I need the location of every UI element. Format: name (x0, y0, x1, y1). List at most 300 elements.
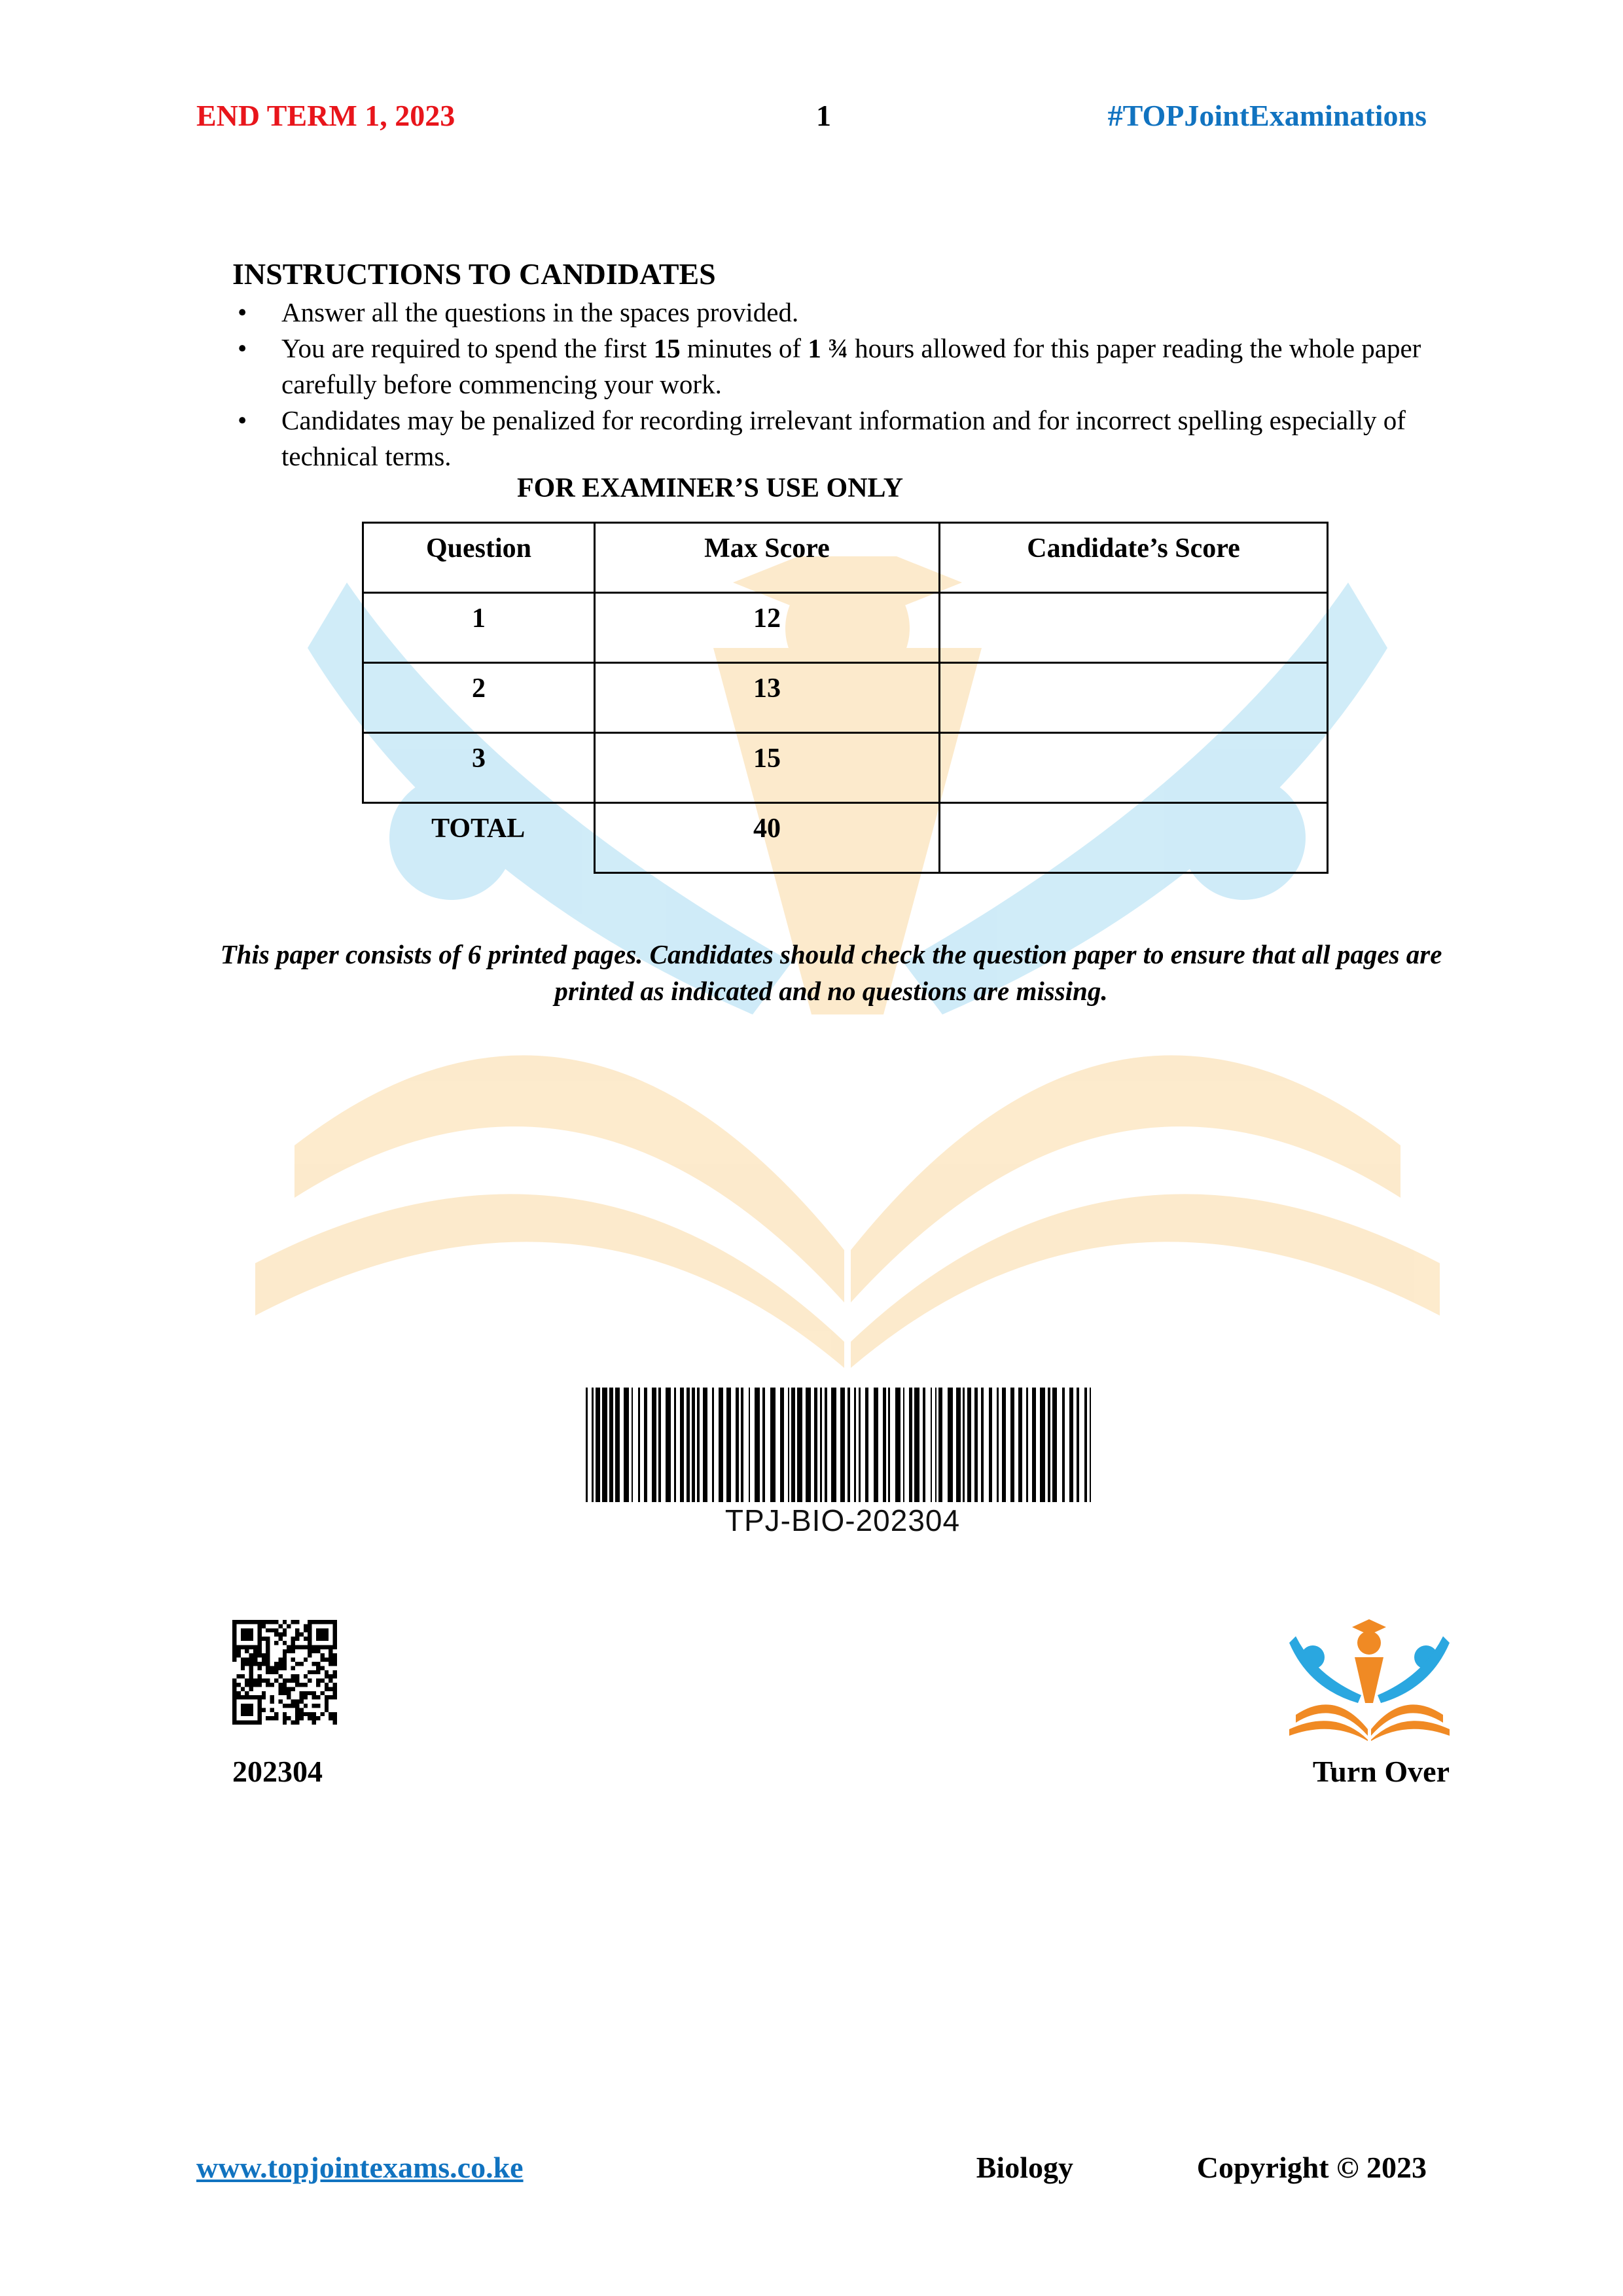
qr-module (329, 1712, 332, 1716)
list-item (232, 295, 1443, 331)
qr-module (333, 1716, 337, 1720)
barcode-bar (909, 1388, 912, 1502)
barcode-bar (755, 1388, 760, 1502)
qr-module (232, 1679, 236, 1683)
qr-module (241, 1712, 245, 1716)
barcode-bar (596, 1388, 600, 1502)
header-candidate-score: Candidate’s Score (940, 523, 1328, 593)
qr-module (320, 1637, 324, 1641)
qr-module (299, 1691, 303, 1695)
qr-module (232, 1704, 236, 1708)
barcode-bar (914, 1388, 919, 1502)
candidate-score-cell[interactable] (940, 663, 1328, 733)
page-header (196, 98, 1427, 137)
instructions-list (232, 295, 1443, 475)
qr-module (291, 1649, 295, 1653)
max-score: 12 (595, 593, 940, 663)
instruction-text-mid: minutes of (680, 333, 808, 363)
barcode-bar (840, 1388, 845, 1502)
qr-module (236, 1674, 240, 1678)
qr-module (295, 1620, 299, 1624)
qr-module (278, 1632, 282, 1636)
qr-module (249, 1674, 253, 1678)
qr-module (304, 1683, 308, 1687)
qr-module (329, 1674, 332, 1678)
qr-module (320, 1632, 324, 1636)
qr-module (320, 1712, 324, 1716)
qr-module (249, 1721, 253, 1725)
barcode-bar (791, 1388, 795, 1502)
qr-module (291, 1721, 295, 1725)
barcode-bar (1002, 1388, 1006, 1502)
qr-module (325, 1700, 329, 1704)
score-table (362, 522, 1329, 874)
qr-module (278, 1658, 282, 1662)
qr-module (262, 1679, 266, 1683)
qr-module (232, 1649, 236, 1653)
qr-module (308, 1637, 312, 1641)
qr-module (329, 1716, 332, 1720)
barcode-bar (609, 1388, 613, 1502)
qr-module (249, 1683, 253, 1687)
barcode-bar (956, 1388, 961, 1502)
table-row (363, 733, 1328, 803)
qr-module (325, 1670, 329, 1674)
qr-module (278, 1683, 282, 1687)
bullet-icon: • (238, 405, 247, 435)
qr-module (266, 1645, 270, 1649)
qr-module (266, 1641, 270, 1645)
barcode-bar (674, 1388, 676, 1502)
qr-module (308, 1670, 312, 1674)
candidate-score-cell[interactable] (940, 593, 1328, 663)
qr-module (257, 1700, 261, 1704)
qr-module (316, 1662, 320, 1666)
page-number: 1 (816, 99, 831, 132)
barcode-bar (1084, 1388, 1087, 1502)
qr-module (291, 1658, 295, 1662)
qr-module (308, 1653, 312, 1657)
qr-module (283, 1716, 287, 1720)
qr-code-icon (232, 1620, 337, 1725)
qr-module (266, 1658, 270, 1662)
qr-module (253, 1620, 257, 1624)
barcode-bar (1052, 1388, 1057, 1502)
qr-module (325, 1704, 329, 1708)
qr-module (325, 1628, 329, 1632)
qr-module (241, 1708, 245, 1712)
qr-module (287, 1691, 291, 1695)
qr-module (333, 1628, 337, 1632)
qr-module (241, 1695, 245, 1699)
qr-module (249, 1712, 253, 1716)
question-number: 3 (363, 733, 595, 803)
qr-module (291, 1679, 295, 1683)
qr-module (295, 1662, 299, 1666)
barcode-bar (652, 1388, 656, 1502)
qr-module (333, 1624, 337, 1628)
qr-module (249, 1695, 253, 1699)
instructions-title: INSTRUCTIONS TO CANDIDATES (232, 257, 716, 291)
qr-module (329, 1649, 332, 1653)
turn-over-label: Turn Over (1312, 1755, 1450, 1788)
qr-module (257, 1624, 261, 1628)
instruction-text: Candidates may be penalized for recording irrelevant information and for incorrect spelling especially of technical terms. (281, 405, 1406, 471)
qr-module (295, 1674, 299, 1678)
qr-module (232, 1716, 236, 1720)
barcode-bar (874, 1388, 878, 1502)
qr-module (257, 1641, 261, 1645)
qr-module (278, 1662, 282, 1666)
qr-module (291, 1704, 295, 1708)
total-candidate-score[interactable] (940, 803, 1328, 873)
qr-module (249, 1632, 253, 1636)
qr-module (320, 1666, 324, 1670)
barcode-bar (624, 1388, 629, 1502)
qr-module (295, 1721, 299, 1725)
qr-module (316, 1704, 320, 1708)
qr-module (283, 1683, 287, 1687)
qr-module (236, 1683, 240, 1687)
qr-module (295, 1708, 299, 1712)
qr-module (241, 1637, 245, 1641)
qr-module (262, 1695, 266, 1699)
qr-module (329, 1687, 332, 1691)
qr-module (257, 1645, 261, 1649)
qr-module (333, 1632, 337, 1636)
qr-module (304, 1674, 308, 1678)
qr-module (299, 1695, 303, 1699)
qr-module (333, 1712, 337, 1716)
qr-module (333, 1658, 337, 1662)
qr-module (245, 1662, 249, 1666)
candidate-score-cell[interactable] (940, 733, 1328, 803)
qr-module (312, 1670, 316, 1674)
qr-module (266, 1683, 270, 1687)
qr-module (329, 1658, 332, 1662)
qr-module (249, 1658, 253, 1662)
qr-module (278, 1674, 282, 1678)
qr-module (270, 1700, 274, 1704)
qr-module (287, 1716, 291, 1720)
qr-module (262, 1624, 266, 1628)
barcode-bar (948, 1388, 953, 1502)
qr-module (283, 1691, 287, 1695)
qr-module (299, 1683, 303, 1687)
qr-module (249, 1653, 253, 1657)
total-row (363, 803, 1328, 873)
qr-module (274, 1641, 278, 1645)
qr-module (295, 1628, 299, 1632)
qr-module (253, 1721, 257, 1725)
qr-module (295, 1679, 299, 1683)
qr-module (232, 1700, 236, 1704)
qr-module (236, 1620, 240, 1624)
qr-module (316, 1679, 320, 1683)
barcode-bar (697, 1388, 700, 1502)
barcode-bar (692, 1388, 695, 1502)
barcode-bar (981, 1388, 984, 1502)
qr-module (236, 1695, 240, 1699)
qr-module (262, 1662, 266, 1666)
exam-term-label: END TERM 1, 2023 (196, 99, 455, 132)
qr-module (325, 1637, 329, 1641)
qr-module (266, 1628, 270, 1632)
qr-module (304, 1691, 308, 1695)
qr-module (262, 1708, 266, 1712)
barcode-bar (644, 1388, 647, 1502)
qr-module (299, 1716, 303, 1720)
barcode-bar (586, 1388, 588, 1502)
bullet-icon: • (238, 333, 247, 363)
qr-module (308, 1691, 312, 1695)
qr-module (270, 1695, 274, 1699)
qr-module (249, 1620, 253, 1624)
qr-module (312, 1695, 316, 1699)
qr-module (253, 1679, 257, 1683)
qr-module (266, 1620, 270, 1624)
qr-module (312, 1649, 316, 1653)
qr-module (283, 1704, 287, 1708)
qr-module (316, 1666, 320, 1670)
qr-module (257, 1649, 261, 1653)
page-footer (196, 2150, 1427, 2189)
barcode-bar (989, 1388, 992, 1502)
qr-module (329, 1695, 332, 1699)
qr-module (316, 1645, 320, 1649)
qr-module (236, 1645, 240, 1649)
barcode-bar (615, 1388, 620, 1502)
qr-module (241, 1632, 245, 1636)
qr-module (333, 1637, 337, 1641)
qr-module (295, 1716, 299, 1720)
qr-module (245, 1683, 249, 1687)
barcode-bar (687, 1388, 690, 1502)
qr-module (283, 1653, 287, 1657)
barcode-bar (1032, 1388, 1036, 1502)
barcode-bar (680, 1388, 684, 1502)
barcode-bar (592, 1388, 594, 1502)
barcode-bar (854, 1388, 856, 1502)
qr-module (266, 1716, 270, 1720)
qr-module (283, 1679, 287, 1683)
barcode-bar (736, 1388, 739, 1502)
qr-module (241, 1645, 245, 1649)
barcode-bar (712, 1388, 714, 1502)
qr-module (266, 1662, 270, 1666)
header-max-score: Max Score (595, 523, 940, 593)
qr-module (308, 1645, 312, 1649)
qr-module (295, 1712, 299, 1716)
qr-module (304, 1628, 308, 1632)
total-max-score: 40 (595, 803, 940, 873)
qr-module (253, 1649, 257, 1653)
qr-module (274, 1716, 278, 1720)
qr-module (257, 1620, 261, 1624)
qr-module (325, 1708, 329, 1712)
barcode-bar (666, 1388, 671, 1502)
qr-module (245, 1658, 249, 1662)
qr-module (266, 1670, 270, 1674)
examiner-title: FOR EXAMINER’S USE ONLY (517, 473, 904, 503)
qr-module (304, 1658, 308, 1662)
qr-module (245, 1628, 249, 1632)
qr-module (304, 1712, 308, 1716)
qr-module (266, 1653, 270, 1657)
qr-module (236, 1691, 240, 1695)
max-score: 15 (595, 733, 940, 803)
qr-module (232, 1637, 236, 1641)
qr-module (329, 1620, 332, 1624)
barcode-bar (1018, 1388, 1022, 1502)
qr-module (257, 1712, 261, 1716)
barcode-bar (1069, 1388, 1073, 1502)
qr-module (283, 1632, 287, 1636)
qr-module (262, 1658, 266, 1662)
qr-module (325, 1687, 329, 1691)
table-header-row (363, 523, 1328, 593)
qr-module (245, 1721, 249, 1725)
paper-code: 202304 (232, 1755, 323, 1788)
qr-module (291, 1687, 295, 1691)
qr-module (241, 1628, 245, 1632)
qr-module (283, 1658, 287, 1662)
qr-module (316, 1637, 320, 1641)
qr-module (283, 1662, 287, 1666)
question-number: 1 (363, 593, 595, 663)
barcode-bar (1048, 1388, 1050, 1502)
bullet-icon: • (238, 297, 247, 327)
qr-module (257, 1721, 261, 1725)
barcode (586, 1388, 1099, 1502)
qr-module (283, 1649, 287, 1653)
qr-module (295, 1683, 299, 1687)
qr-module (320, 1679, 324, 1683)
qr-module (245, 1637, 249, 1641)
qr-module (232, 1658, 236, 1662)
qr-module (249, 1666, 253, 1670)
qr-module (308, 1624, 312, 1628)
qr-module (232, 1620, 236, 1624)
barcode-bar (974, 1388, 978, 1502)
qr-module (232, 1691, 236, 1695)
qr-module (270, 1683, 274, 1687)
qr-module (299, 1662, 303, 1666)
qr-module (257, 1653, 261, 1657)
reading-minutes: 15 (653, 333, 681, 363)
qr-module (299, 1712, 303, 1716)
barcode-bar (741, 1388, 743, 1502)
qr-module (270, 1708, 274, 1712)
qr-module (291, 1674, 295, 1678)
qr-module (295, 1632, 299, 1636)
qr-module (316, 1620, 320, 1624)
barcode-bar (726, 1388, 731, 1502)
qr-module (320, 1691, 324, 1695)
qr-module (283, 1620, 287, 1624)
qr-module (257, 1679, 261, 1683)
barcode-text: TPJ-BIO-202304 (724, 1503, 961, 1537)
qr-module (274, 1666, 278, 1670)
qr-module (232, 1695, 236, 1699)
barcode-bar (888, 1388, 890, 1502)
qr-module (266, 1649, 270, 1653)
barcode-bar (859, 1388, 861, 1502)
qr-module (253, 1653, 257, 1657)
qr-module (257, 1662, 261, 1666)
qr-module (295, 1637, 299, 1641)
barcode-bar (602, 1388, 607, 1502)
qr-module (245, 1679, 249, 1683)
header-question: Question (363, 523, 595, 593)
qr-module (308, 1712, 312, 1716)
qr-module (320, 1645, 324, 1649)
qr-module (232, 1641, 236, 1645)
qr-module (333, 1641, 337, 1645)
barcode-bar (895, 1388, 901, 1502)
qr-module (287, 1624, 291, 1628)
barcode-bar (1062, 1388, 1065, 1502)
qr-module (278, 1700, 282, 1704)
qr-module (283, 1641, 287, 1645)
qr-module (245, 1649, 249, 1653)
qr-module (299, 1632, 303, 1636)
barcode-bar (749, 1388, 750, 1502)
qr-module (249, 1704, 253, 1708)
barcode-bar (762, 1388, 765, 1502)
qr-module (262, 1637, 266, 1641)
qr-module (333, 1721, 337, 1725)
barcode-bar (883, 1388, 886, 1502)
qr-module (325, 1695, 329, 1699)
max-score: 13 (595, 663, 940, 733)
qr-module (287, 1687, 291, 1691)
barcode-bar (938, 1388, 942, 1502)
qr-module (333, 1683, 337, 1687)
qr-module (257, 1708, 261, 1712)
qr-module (241, 1704, 245, 1708)
qr-module (304, 1637, 308, 1641)
qr-module (278, 1666, 282, 1670)
barcode-bar (923, 1388, 925, 1502)
qr-module (283, 1628, 287, 1632)
qr-module (308, 1649, 312, 1653)
qr-module (312, 1691, 316, 1695)
website-link[interactable]: www.topjointexams.co.ke (196, 2151, 524, 2184)
qr-module (257, 1632, 261, 1636)
barcode-bar (865, 1388, 868, 1502)
qr-module (249, 1679, 253, 1683)
qr-module (283, 1666, 287, 1670)
qr-module (270, 1716, 274, 1720)
qr-module (245, 1695, 249, 1699)
qr-module (249, 1662, 253, 1666)
qr-module (316, 1670, 320, 1674)
instruction-text-pre: You are required to spend the first (281, 333, 654, 363)
qr-module (316, 1649, 320, 1653)
qr-module (232, 1632, 236, 1636)
top-joint-logo-icon (1289, 1617, 1450, 1741)
barcode-bar (719, 1388, 723, 1502)
qr-module (249, 1637, 253, 1641)
qr-module (304, 1704, 308, 1708)
list-item (232, 331, 1443, 403)
instruction-text: Answer all the questions in the spaces provided. (281, 297, 799, 327)
qr-module (249, 1670, 253, 1674)
barcode-bar (814, 1388, 817, 1502)
qr-module (274, 1620, 278, 1624)
qr-module (249, 1645, 253, 1649)
